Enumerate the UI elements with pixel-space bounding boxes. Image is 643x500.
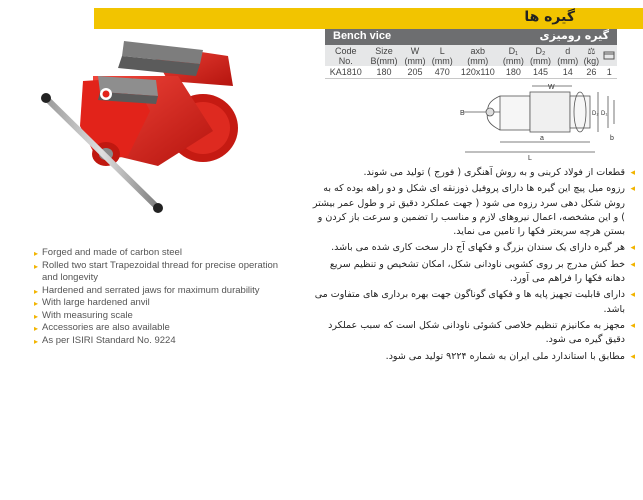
list-item: ▸ Rolled two start Trapezoidal thread for precise operation and longevity	[34, 259, 279, 283]
col-header: Size B(mm)	[366, 45, 401, 66]
bullet-icon: ◂	[630, 259, 635, 270]
label-w: W	[548, 84, 555, 91]
col-header-box-icon	[601, 45, 617, 66]
english-feature-list	[34, 247, 294, 347]
list-item: ▸ Hardened and serrated jaws for maximum durability	[34, 285, 294, 298]
page-title: گیره ها	[524, 9, 575, 25]
bullet-icon: ◂	[630, 351, 635, 362]
table-cell: 180	[366, 66, 401, 79]
list-item: ▸ Forged and made of carbon steel	[34, 247, 294, 260]
list-item: ◂ مطابق با استاندارد ملی ایران به شماره ۹۲۲۴ تولید می شود.	[310, 350, 635, 364]
list-item: ▸ As per ISIRI Standard No. 9224	[34, 335, 294, 348]
box-icon	[603, 50, 615, 60]
table-cell: 470	[429, 66, 456, 79]
table-cell: 26	[581, 66, 601, 79]
col-header: d (mm)	[554, 45, 581, 66]
persian-feature-list	[310, 166, 635, 366]
spec-table-header	[325, 45, 617, 66]
list-item: ◂ دارای قابلیت تجهیز پایه ها و فکهای گوناگون جهت بهره برداری های متفاوت می باشد.	[314, 289, 635, 315]
header-bar	[94, 8, 643, 29]
label-a: a	[540, 135, 544, 142]
bullet-icon: ▸	[34, 286, 39, 296]
col-header: Code No.	[325, 45, 366, 66]
bullet-icon: ▸	[34, 336, 39, 346]
list-item: ▸ Accessories are also available	[34, 322, 294, 335]
product-name-persian: گیره رومیزی	[539, 29, 609, 42]
list-item: ▸ With measuring scale	[34, 310, 294, 323]
table-cell: 14	[554, 66, 581, 79]
bullet-icon: ▸	[34, 299, 39, 308]
table-cell: 180	[500, 66, 527, 79]
table-cell: 120x110	[456, 66, 500, 79]
product-name-english: Bench vice	[333, 30, 392, 42]
label-d1: D₁	[601, 111, 608, 117]
bullet-icon: ◂	[630, 290, 635, 301]
table-cell: 1	[601, 66, 617, 79]
table-cell: KA1810	[325, 66, 366, 79]
bullet-icon: ◂	[630, 168, 635, 178]
col-header: L (mm)	[429, 45, 456, 66]
table-cell: 205	[401, 66, 428, 79]
bench-vice-image	[38, 36, 248, 216]
col-header: W (mm)	[401, 45, 428, 66]
label-b-small: b	[610, 135, 614, 142]
col-header: axb (mm)	[456, 45, 500, 66]
bullet-icon: ◂	[630, 243, 635, 254]
spec-table	[325, 45, 617, 79]
col-header: D₂ (mm)	[527, 45, 554, 66]
bullet-icon: ◂	[630, 184, 635, 195]
list-item: ◂ رزوه میل پیچ این گیره ها دارای پروفیل ذوزنقه ای شکل و دو راهه بوده که به روش شکل دهی سرد رزوه می شود ( جهت عملکرد دقیق تر و طول عمر بیشتر ) و این مشخصه، اعمال نیروهای لازم و مناسب را تضمین و سرعت باز کردن و بستن هرچه سریعتر فکها را تامین می نماید.	[312, 183, 635, 238]
label-d2: D₂	[592, 111, 599, 117]
label-b: B	[460, 110, 465, 117]
product-bar	[325, 29, 617, 45]
list-item: ▸ With large hardened anvil	[34, 297, 294, 310]
bullet-icon: ▸	[34, 261, 39, 271]
table-row	[325, 66, 617, 79]
col-header: D₁ (mm)	[500, 45, 527, 66]
bullet-icon: ▸	[34, 324, 39, 333]
list-item: ◂ مجهز به مکانیزم تنظیم خلاصی کشوئی ناودانی شکل است که سبب عملکرد دقیق گیره می شود.	[328, 319, 635, 346]
dimension-diagram	[460, 82, 620, 162]
list-item: ◂ هر گیره دارای یک سندان بزرگ و فکهای آج دار سخت کاری شده می باشد.	[310, 241, 635, 255]
list-item: ◂ خط کش مدرج بر روی کشویی ناودانی شکل، امکان تشخیص و تنظیم سریع دهانه فکها را فراهم می آورد.	[329, 258, 635, 285]
table-cell: 145	[527, 66, 554, 79]
bullet-icon: ▸	[34, 311, 39, 321]
bullet-icon: ◂	[630, 320, 635, 331]
col-header-weight: ⚖ (kg)	[581, 45, 601, 66]
bullet-icon: ▸	[34, 249, 39, 258]
list-item: ◂ قطعات از فولاد کربنی و به روش آهنگری ( فورج ) تولید می شوند.	[310, 166, 635, 180]
label-l: L	[528, 155, 532, 162]
